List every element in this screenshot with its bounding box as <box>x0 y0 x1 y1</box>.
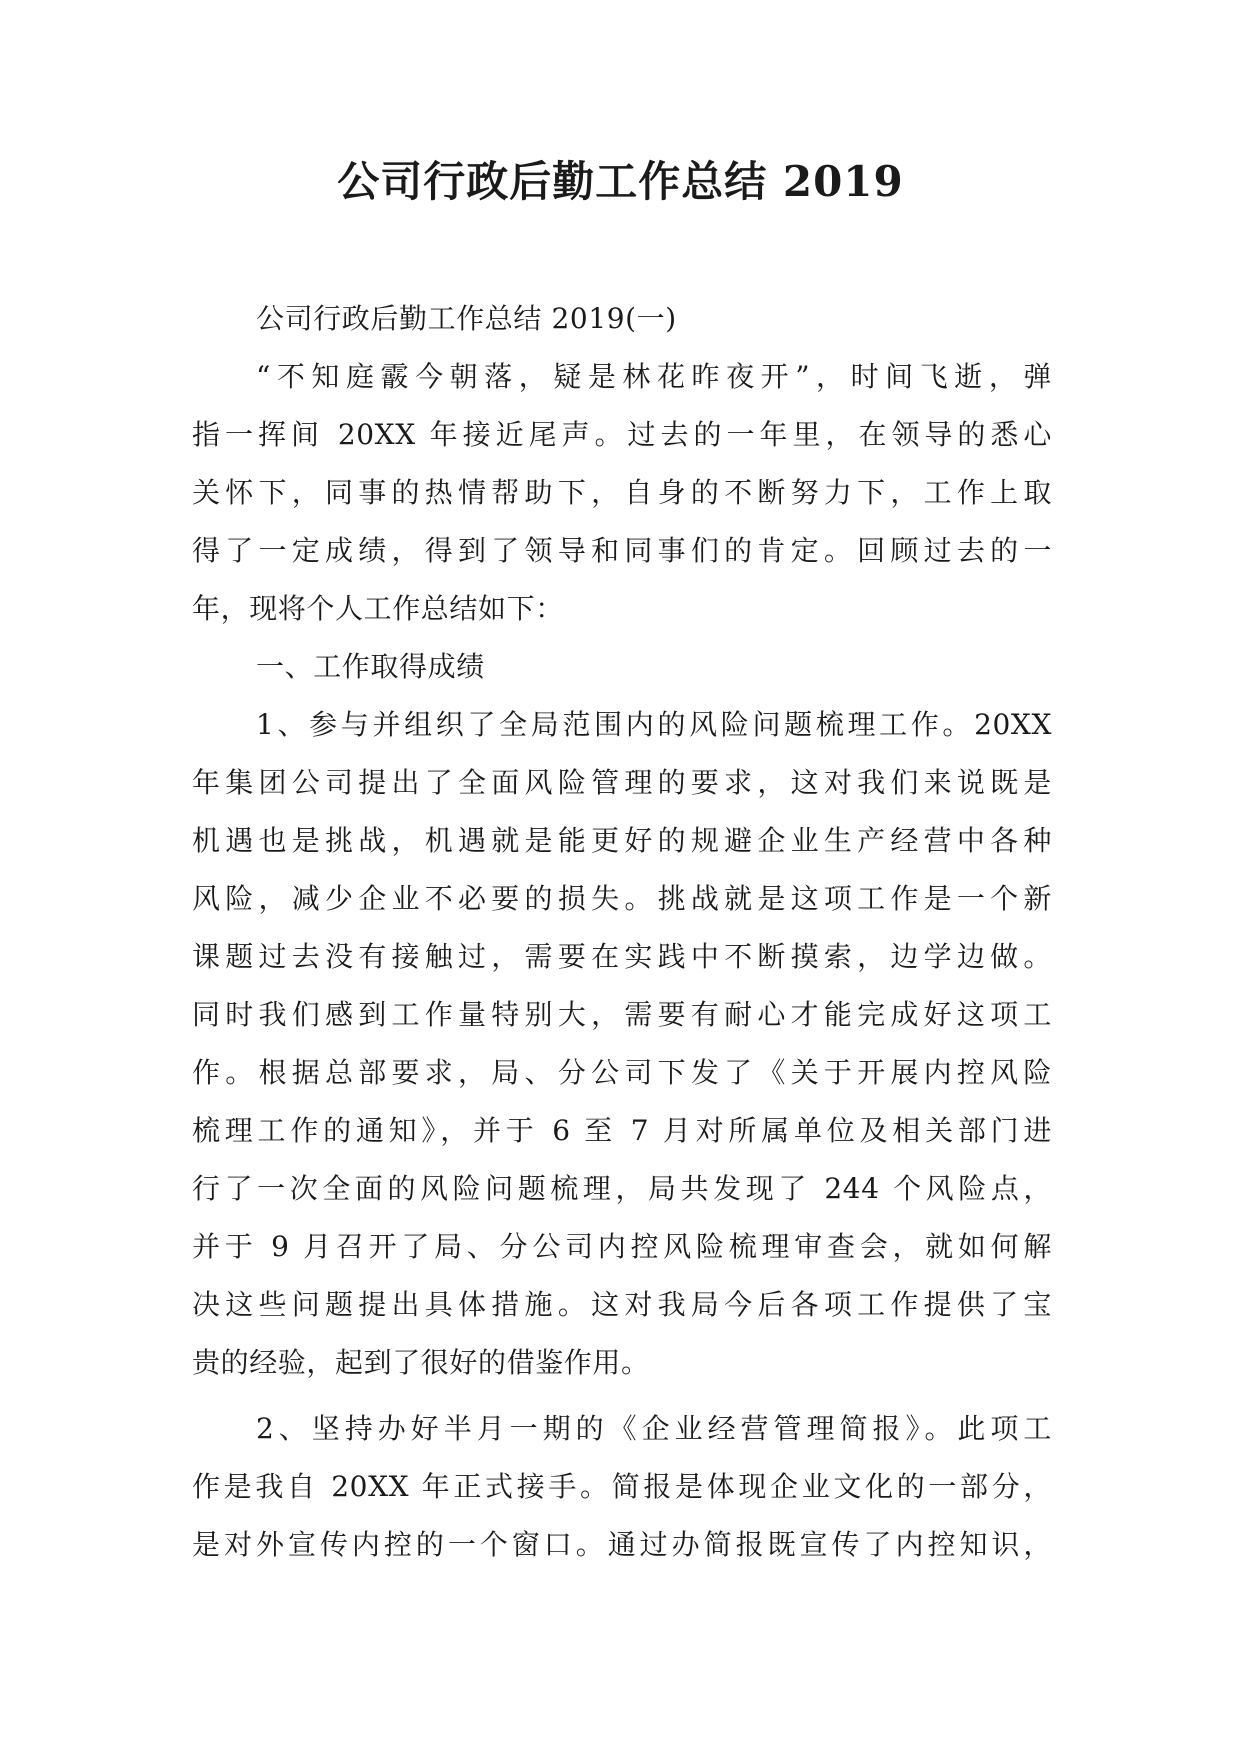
text-line: 行了一次全面的风险问题梳理，局共发现了 244 个风险点， <box>192 1172 1052 1205</box>
text-line: 课题过去没有接触过，需要在实践中不断摸索，边学边做。 <box>192 940 1052 973</box>
paragraph-gap <box>192 1392 1052 1400</box>
text-line: 得了一定成绩，得到了领导和同事们的肯定。回顾过去的一 <box>192 534 1052 567</box>
document-title: 公司行政后勤工作总结 2019 <box>337 157 904 206</box>
text-line: 梳理工作的通知》，并于 6 至 7 月对所属单位及相关部门进 <box>192 1114 1052 1147</box>
text-line: 作是我自 20XX 年正式接手。简报是体现企业文化的一部分， <box>192 1470 1052 1503</box>
text-line: 机遇也是挑战，机遇就是能更好的规避企业生产经营中各种 <box>192 824 1052 857</box>
text-line: 同时我们感到工作量特别大，需要有耐心才能完成好这项工 <box>192 998 1052 1031</box>
text-line: 2、坚持办好半月一期的《企业经营管理简报》。此项工 <box>256 1412 1052 1445</box>
text-line: 关怀下，同事的热情帮助下，自身的不断努力下，工作上取 <box>192 476 1052 509</box>
text-line: 决这些问题提出具体措施。这对我局今后各项工作提供了宝 <box>192 1288 1052 1321</box>
text-line: 1、参与并组织了全局范围内的风险问题梳理工作。20XX <box>256 708 1052 741</box>
text-line: 并于 9 月召开了局、分公司内控风险梳理审查会，就如何解 <box>192 1230 1052 1263</box>
text-line: 一、工作取得成绩 <box>256 650 485 683</box>
text-line: 作。根据总部要求，局、分公司下发了《关于开展内控风险 <box>192 1056 1052 1089</box>
text-line: 是对外宣传内控的一个窗口。通过办简报既宣传了内控知识， <box>192 1528 1052 1561</box>
text-line: 年，现将个人工作总结如下： <box>192 592 564 625</box>
text-line: 年集团公司提出了全面风险管理的要求，这对我们来说既是 <box>192 766 1052 799</box>
text-line: 贵的经验，起到了很好的借鉴作用。 <box>192 1346 650 1379</box>
text-line: 指一挥间 20XX 年接近尾声。过去的一年里，在领导的悉心 <box>192 418 1052 451</box>
text-line: “不知庭霰今朝落，疑是林花昨夜开”，时间飞逝，弹 <box>256 360 1052 393</box>
document-body <box>192 290 1052 1574</box>
text-line: 风险，减少企业不必要的损失。挑战就是这项工作是一个新 <box>192 882 1052 915</box>
text-line: 公司行政后勤工作总结 2019(一) <box>256 302 677 335</box>
